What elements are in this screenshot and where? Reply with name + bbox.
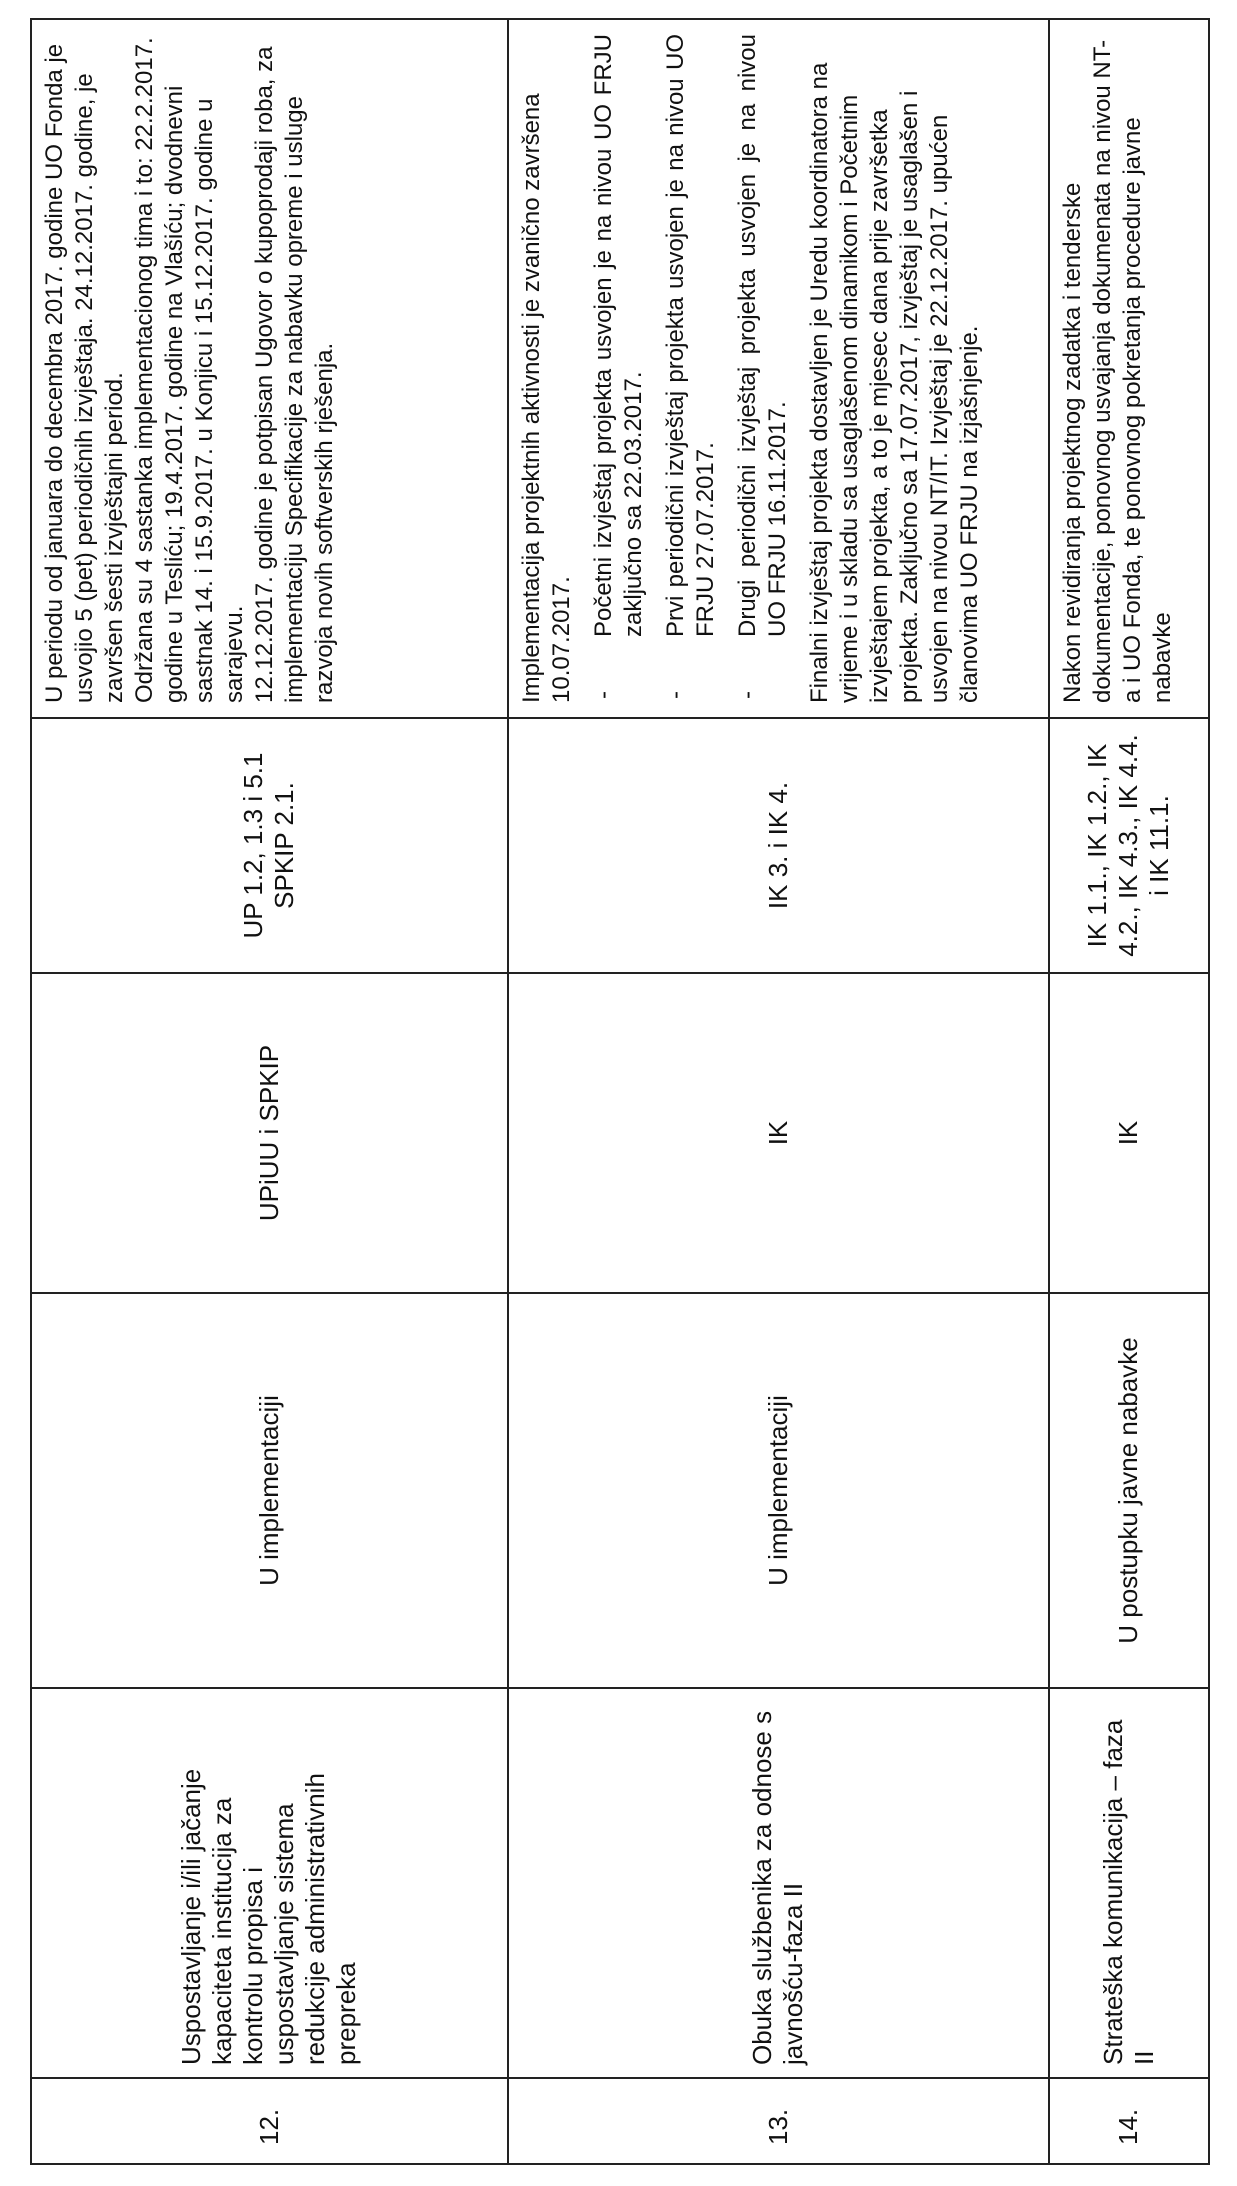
table-row — [508, 19, 1049, 2164]
note-intro: Implementacija projektnih aktivnosti je zvanično završena 10.07.2017. — [517, 93, 575, 703]
row-number: 12. — [31, 2078, 508, 2164]
project-name: Strateška komunikacija – faza II — [1049, 1688, 1209, 2078]
note-outro: Finalni izvještaj projekta dostavljen je Uredu koordinatora na vrijeme i u skladu sa usaglašenom dinamikom i Početnim izvještajem projekta, a to je mjesec dana prije završetka projekta. Zaključno sa 17.07.2017, izvještaj je usaglašen i usvojen na nivou NT/IT. Izvještaj je 22.12.2017. upućen članovima UO FRJU na izjašnjenje. — [805, 62, 983, 703]
note-paragraph: 12.12.2017. godine je potpisan Ugovor o kupoprodaji roba, za implementaciju Specifikacije za nabavku opreme i usluge razvoja novih softverskih rješenja. — [251, 46, 338, 703]
page-frame — [30, 20, 1210, 2165]
responsible-institution: IK — [1049, 973, 1209, 1293]
implementation-note — [1049, 19, 1209, 718]
bullet-text: Prvi periodični izvještaj projekta usvojen je na nivou UO FRJU 27.07.2017. — [661, 34, 719, 637]
indicators: UP 1.2, 1.3 i 5.1 SPKIP 2.1. — [31, 718, 508, 973]
bullet-dash: - — [733, 691, 761, 699]
responsible-institution: IK — [508, 973, 1049, 1293]
implementation-note — [31, 19, 508, 718]
note-bullet — [661, 34, 721, 703]
table-row — [1049, 19, 1209, 2164]
note-paragraph: Održana su 4 sastanka implementacionog tima i to: 22.2.2017. godine u Tesliću; 19.4.2017. godine na Vlašiću; dvodnevni sastnak 14. i 15.9.2017. u Konjicu i 15.12.2017. godine u sarajevu. — [131, 37, 248, 703]
project-status: U implementaciji — [508, 1293, 1049, 1688]
row-number: 14. — [1049, 2078, 1209, 2164]
indicators: IK 1.1., IK 1.2., IK 4.2., IK 4.3., IK 4.4. i IK 11.1. — [1049, 718, 1209, 973]
indicators: IK 3. i IK 4. — [508, 718, 1049, 973]
project-name: Obuka službenika za odnose s javnošću-faza II — [508, 1688, 1049, 2078]
note-bullet — [733, 34, 793, 703]
rotated-document — [30, 20, 1210, 2165]
note-paragraph: Nakon revidiranja projektnog zadatka i tenderske dokumentacije, ponovnog usvajanja dokumenata na nivou NT-a i UO Fonda, te ponovnog pokretanja procedure javne nabavke — [1058, 39, 1176, 703]
project-status: U implementaciji — [31, 1293, 508, 1688]
bullet-dash: - — [589, 691, 617, 699]
note-paragraph: U periodu od januara do decembra 2017. godine UO Fonda je usvojio 5 (pet) periodičnih izvještaja. 24.12.2017. godine, je završen šesti izvještajni period. — [41, 43, 128, 703]
note-bullet — [589, 34, 649, 703]
responsible-institution: UPiUU i SPKIP — [31, 973, 508, 1293]
bullet-dash: - — [661, 691, 689, 699]
projects-table — [30, 18, 1210, 2165]
bullet-text: Drugi periodični izvještaj projekta usvojen je na nivou UO FRJU 16.11.2017. — [733, 34, 791, 637]
project-name: Uspostavljanje i/ili jačanje kapaciteta institucija za kontrolu propisa i uspostavljanje sistema redukcije administrativnih prepreka — [31, 1688, 508, 2078]
project-status: U postupku javne nabavke — [1049, 1293, 1209, 1688]
row-number: 13. — [508, 2078, 1049, 2164]
bullet-text: Početni izvještaj projekta usvojen je na nivou UO FRJU zaključno sa 22.03.2017. — [589, 34, 647, 637]
table-row — [31, 19, 508, 2164]
implementation-note — [508, 19, 1049, 718]
